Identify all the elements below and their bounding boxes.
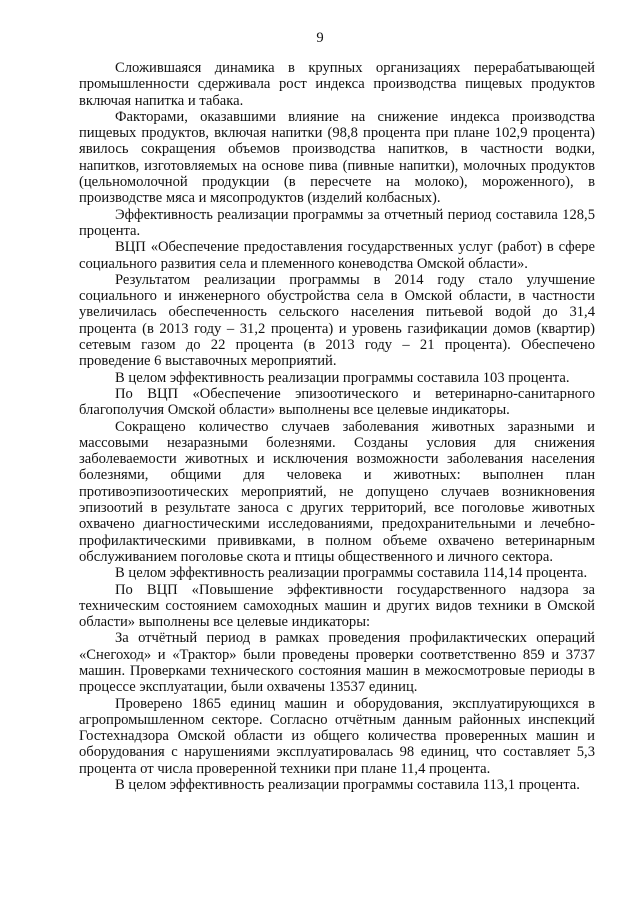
paragraph-inspections: За отчётный период в рамках проведения профилактических операций «Снегоход» и «Трактор» были проведены проверки соответственно 859 и 3737 машин. Проверками технического состояния машин в межосмотровые периоды в процессе эксплуатации, были охвачены 13537 единиц. — [79, 630, 595, 696]
paragraph-vcp-rural-services: ВЦП «Обеспечение предоставления государственных услуг (работ) в сфере социального развития села и племенного коневодства Омской области». — [79, 239, 595, 272]
paragraph-vcp-veterinary: По ВЦП «Обеспечение эпизоотического и ветеринарно-санитарного благополучия Омской области» выполнены все целевые индикаторы. — [79, 385, 595, 419]
paragraph-machines-checked: Проверено 1865 единиц машин и оборудования, эксплуатирующихся в агропромышленном секторе. Согласно отчётным данным районных инспекций Гостехнадзора Омской области из общего количества проверенных машин и оборудования с нарушениями эксплуатировалась 98 единиц, что составляет 5,3 процента от числа проверенной техники при плане 11,4 процента. — [79, 695, 595, 777]
page-number: 9 — [316, 30, 324, 46]
paragraph-disease-reduction: Сокращено количество случаев заболевания животных заразными и массовыми незаразными болезнями. Созданы условия для снижения заболеваемости животных и исключения возможности заболевания населения болезнями, общими для человека и животных: выполнен план противоэпизоотических мероприятий, не допущено случаев возникновения эпизоотий в результате заноса с других территорий, все поголовье животных охвачено диагностическими исследованиями, предохранительными и лечебно-профилактическими прививками, в полном объеме охвачено ветеринарным обслуживанием поголовье скота и птицы общественного и личного сектора. — [79, 418, 595, 565]
body-text — [79, 60, 595, 793]
paragraph-decline-factors: Факторами, оказавшими влияние на снижение индекса производства пищевых продуктов, включая напитки (98,8 процента при плане 102,9 процента) явилось сокращения объемов производства напитков, в частности водки, напитков, изготовляемых на основе пива (пивные напитки), молочных продуктов (цельномолочной продукции (в пересчете на молоко), мороженного), в производстве мяса и мясопродуктов (изделий колбасных). — [79, 108, 595, 207]
paragraph-efficiency-103: В целом эффективность реализации программы составила 103 процента. — [115, 369, 570, 386]
paragraph-industry-dynamics: Сложившаяся динамика в крупных организациях перерабатывающей промышленности сдерживала рост индекса производства пищевых продуктов включая напитка и табака. — [79, 60, 595, 109]
paragraph-efficiency-128: Эффективность реализации программы за отчетный период составила 128,5 процента. — [79, 206, 595, 239]
paragraph-vcp-tech-supervision: По ВЦП «Повышение эффективности государственного надзора за техническим состоянием самоходных машин и других видов техники в Омской области» выполнены все целевые индикаторы: — [79, 581, 595, 631]
paragraph-efficiency-114: В целом эффективность реализации программы составила 114,14 процента. — [115, 565, 588, 582]
paragraph-rural-results: Результатом реализации программы в 2014 году стало улучшение социального и инженерного обустройства села в Омской области, в частности увеличилась обеспеченность сельского населения питьевой водой до 31,4 процента (в 2013 году – 31,2 процента) и уровень газификации домов (квартир) сетевым газом до 22 процента (в 2013 году – 21 процента). Обеспечено проведение 6 выставочных мероприятий. — [79, 271, 595, 370]
paragraph-efficiency-113: В целом эффективность реализации программы составила 113,1 процента. — [115, 777, 580, 794]
